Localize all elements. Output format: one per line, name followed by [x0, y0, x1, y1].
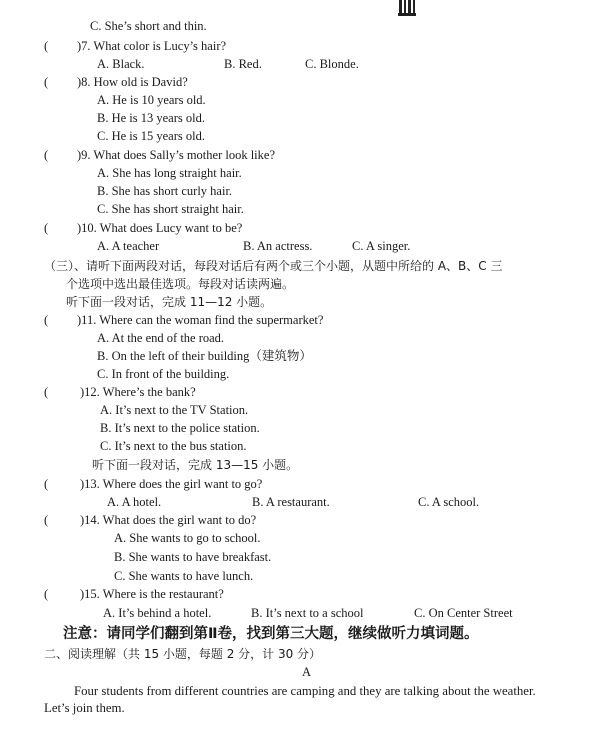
- q14-answer-paren: (: [44, 513, 49, 527]
- q12-option-b: B. It’s next to the police station.: [100, 421, 260, 435]
- q13-stem: )13. Where does the girl want to go?: [80, 477, 263, 491]
- q9-option-b: B. She has short curly hair.: [97, 184, 233, 198]
- dialog2-instruction: 听下面一段对话，完成 13—15 小题。: [92, 458, 299, 472]
- section3-instruction-line1: （三）、请听下面两段对话，每段对话后有两个或三个小题，从题中所给的 A、B、C 三: [44, 259, 503, 273]
- scan-mark-icon: [398, 0, 416, 16]
- q14-option-b: B. She wants to have breakfast.: [114, 550, 272, 564]
- q11-answer-paren: (: [44, 313, 49, 327]
- q14-option-a: A. She wants to go to school.: [114, 531, 261, 545]
- q12-stem: )12. Where’s the bank?: [80, 385, 196, 399]
- q11-option-b: B. On the left of their building（建筑物）: [97, 349, 312, 363]
- q10-stem: )10. What does Lucy want to be?: [77, 221, 243, 235]
- section2-title: 二、阅读理解（共 15 小题，每题 2 分，计 30 分）: [44, 647, 322, 661]
- q12-option-c: C. It’s next to the bus station.: [100, 439, 247, 453]
- q9-option-c: C. She has short straight hair.: [97, 202, 244, 216]
- q9-answer-paren: (: [44, 148, 49, 162]
- notice-text: 注意：请同学们翻到第Ⅱ卷，找到第三大题，继续做听力填词题。: [63, 626, 479, 642]
- q6-option-c: C. She’s short and thin.: [90, 19, 207, 33]
- q11-stem: )11. Where can the woman find the supermarket?: [77, 313, 324, 327]
- q8-option-b: B. He is 13 years old.: [97, 111, 205, 125]
- q10-option-c: C. A singer.: [352, 239, 411, 253]
- passage-line1: Four students from different countries are camping and they are talking about the weather.: [74, 684, 536, 698]
- q15-answer-paren: (: [44, 587, 49, 601]
- q7-option-c: C. Blonde.: [305, 57, 359, 71]
- section3-instruction-line2: 个选项中选出最佳选项。每段对话读两遍。: [66, 277, 295, 291]
- passage-line2: Let’s join them.: [44, 701, 125, 715]
- q8-option-a: A. He is 10 years old.: [97, 93, 206, 107]
- q13-answer-paren: (: [44, 477, 49, 491]
- passage-heading: A: [302, 665, 312, 679]
- q7-answer-paren: (: [44, 39, 49, 53]
- dialog1-instruction: 听下面一段对话，完成 11—12 小题。: [66, 295, 273, 309]
- q9-stem: )9. What does Sally’s mother look like?: [77, 148, 275, 162]
- q14-option-c: C. She wants to have lunch.: [114, 569, 254, 583]
- q15-stem: )15. Where is the restaurant?: [80, 587, 224, 601]
- q8-answer-paren: (: [44, 75, 49, 89]
- q15-option-b: B. It’s next to a school: [251, 606, 364, 620]
- q10-answer-paren: (: [44, 221, 49, 235]
- q8-stem: )8. How old is David?: [77, 75, 188, 89]
- q15-option-a: A. It’s behind a hotel.: [103, 606, 212, 620]
- q14-stem: )14. What does the girl want to do?: [80, 513, 257, 527]
- q9-option-a: A. She has long straight hair.: [97, 166, 242, 180]
- q12-option-a: A. It’s next to the TV Station.: [100, 403, 249, 417]
- q13-option-a: A. A hotel.: [107, 495, 162, 509]
- q12-answer-paren: (: [44, 385, 49, 399]
- q13-option-c: C. A school.: [418, 495, 480, 509]
- q7-option-a: A. Black.: [97, 57, 145, 71]
- q7-option-b: B. Red.: [224, 57, 262, 71]
- q8-option-c: C. He is 15 years old.: [97, 129, 205, 143]
- q10-option-a: A. A teacher: [97, 239, 160, 253]
- q13-option-b: B. A restaurant.: [252, 495, 330, 509]
- q11-option-c: C. In front of the building.: [97, 367, 230, 381]
- q10-option-b: B. An actress.: [243, 239, 313, 253]
- q11-option-a: A. At the end of the road.: [97, 331, 225, 345]
- q15-option-c: C. On Center Street: [414, 606, 513, 620]
- q7-stem: )7. What color is Lucy’s hair?: [77, 39, 227, 53]
